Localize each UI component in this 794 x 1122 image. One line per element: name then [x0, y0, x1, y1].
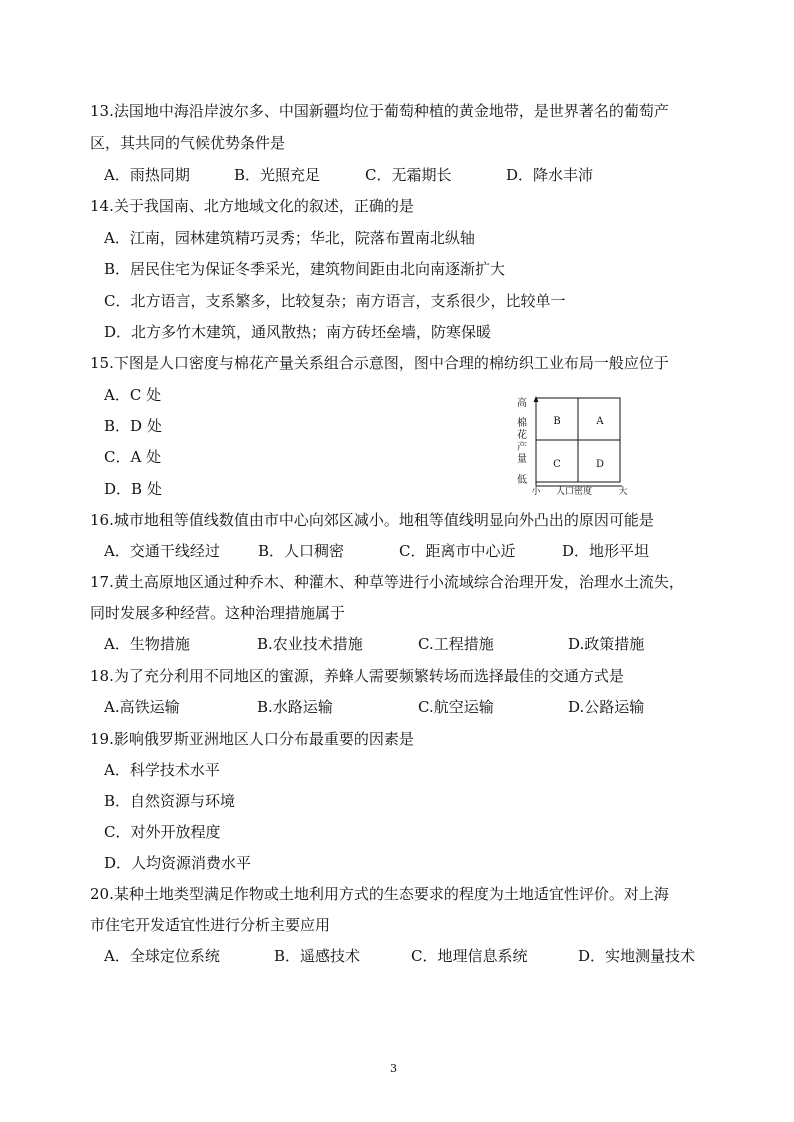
page-number: 3 [390, 1062, 397, 1075]
q13-option-c: C．无霜期长 [365, 166, 452, 184]
q17-option-a: A．生物措施 [104, 635, 190, 653]
q17-stem-line2: 同时发展多种经营。这种治理措施属于 [90, 604, 346, 622]
q20-option-d: D．实地测量技术 [578, 947, 696, 965]
q17-option-b: B.农业技术措施 [257, 635, 363, 653]
q18-option-b: B.水路运输 [257, 698, 333, 716]
q16-option-c: C．距离市中心近 [399, 542, 516, 560]
q18-option-c: C.航空运输 [418, 698, 494, 716]
q13-stem-line2: 区，其共同的气候优势条件是 [90, 134, 286, 152]
q15-option-d: D．B 处 [104, 480, 162, 498]
x-high-label: 大 [618, 487, 628, 497]
y-label-2: 花 [517, 430, 527, 441]
q20-stem-line2: 市住宅开发适宜性进行分析主要应用 [90, 916, 331, 934]
y-label-3: 产 [517, 442, 527, 453]
q13-stem-line1: 13.法国地中海沿岸波尔多、中国新疆均位于葡萄种植的黄金地带，是世界著名的葡萄产 [90, 102, 669, 120]
q13-option-d: D．降水丰沛 [506, 166, 594, 184]
q13-option-a: A．雨热同期 [104, 166, 190, 184]
q14-option-a: A．江南，园林建筑精巧灵秀；华北，院落布置南北纵轴 [104, 229, 475, 247]
y-label-1: 棉 [517, 418, 527, 429]
q18-stem: 18.为了充分利用不同地区的蜜源，养蜂人需要频繁转场而选择最佳的交通方式是 [90, 667, 624, 685]
q17-option-c: C.工程措施 [418, 635, 494, 653]
q19-option-b: B．自然资源与环境 [104, 792, 236, 810]
q14-option-c: C．北方语言，支系繁多，比较复杂；南方语言，支系很少，比较单一 [104, 292, 566, 310]
q15-option-a: A．C 处 [104, 386, 162, 404]
cell-a: A [596, 416, 604, 427]
q15-diagram [510, 394, 630, 497]
q14-stem: 14.关于我国南、北方地域文化的叙述，正确的是 [90, 197, 414, 215]
q16-stem: 16.城市地租等值线数值由市中心向郊区减小。地租等值线明显向外凸出的原因可能是 [90, 511, 654, 529]
cell-d: D [595, 459, 605, 470]
q20-option-b: B．遥感技术 [274, 947, 361, 965]
q18-option-a: A.高铁运输 [104, 698, 180, 716]
x-axis-label: 人口密度 [555, 487, 593, 497]
x-low-label: 小 [531, 487, 541, 497]
q16-option-a: A．交通干线经过 [104, 542, 220, 560]
q17-stem-line1: 17.黄土高原地区通过种乔木、种灌木、种草等进行小流域综合治理开发，治理水土流失， [90, 573, 684, 591]
y-low-label: 低 [517, 475, 527, 486]
y-label-4: 量 [517, 454, 527, 465]
q17-option-d: D.政策措施 [568, 635, 645, 653]
q15-option-c: C．A 处 [104, 448, 162, 466]
q18-option-d: D.公路运输 [568, 698, 645, 716]
q19-option-a: A．科学技术水平 [104, 761, 220, 779]
cell-b: B [553, 416, 561, 427]
q14-option-b: B．居民住宅为保证冬季采光，建筑物间距由北向南逐渐扩大 [104, 260, 506, 278]
q16-option-d: D．地形平坦 [562, 542, 650, 560]
q19-option-c: C．对外开放程度 [104, 823, 221, 841]
q16-option-b: B．人口稠密 [258, 542, 345, 560]
q19-stem: 19.影响俄罗斯亚洲地区人口分布最重要的因素是 [90, 730, 414, 748]
q19-option-d: D．人均资源消费水平 [104, 854, 252, 872]
q14-option-d: D．北方多竹木建筑，通风散热；南方砖坯垒墙，防寒保暖 [104, 323, 492, 341]
q20-stem-line1: 20.某种土地类型满足作物或土地利用方式的生态要求的程度为土地适宜性评价。对上海 [90, 885, 669, 903]
q13-option-b: B．光照充足 [234, 166, 321, 184]
q20-option-c: C．地理信息系统 [411, 947, 528, 965]
y-high-label: 高 [517, 398, 527, 409]
q15-diagram-svg [510, 394, 630, 497]
q15-option-b: B．D 处 [104, 417, 162, 435]
cell-c: C [553, 459, 561, 470]
q20-option-a: A．全球定位系统 [104, 947, 220, 965]
q15-stem: 15.下图是人口密度与棉花产量关系组合示意图，图中合理的棉纺织工业布局一般应位于 [90, 354, 669, 372]
